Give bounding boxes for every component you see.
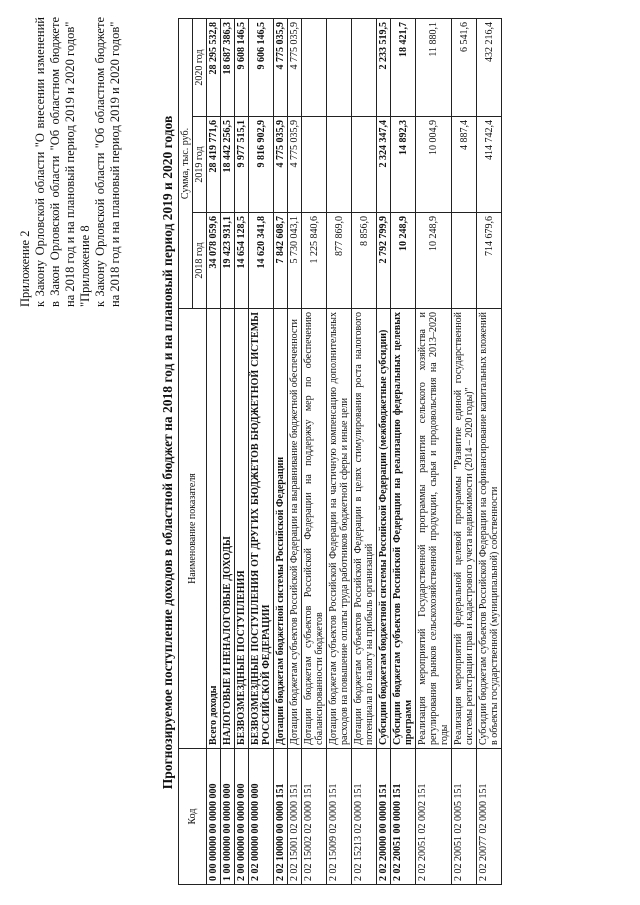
row-name: Субсидии бюджетам субъектов Российской Федерации на софинансирование капитальных вложений в объекты государственной (муниципальной) собственности — [477, 309, 502, 749]
row-code: 2 02 00000 00 0000 000 — [249, 749, 274, 885]
row-value-2018: 14 654 128,5 — [235, 213, 249, 309]
header-code: Код — [179, 749, 207, 885]
row-code: 2 02 20051 02 0002 151 — [416, 749, 452, 885]
row-value-2020: 6 541,6 — [452, 18, 477, 116]
document-title: Прогнозируемое поступление доходов в областной бюджет на 2018 год и на плановый период 2019 и 2020 годов — [160, 115, 175, 790]
table-row — [249, 18, 274, 884]
row-name: Дотации бюджетам субъектов Российской Федерации на частичную компенсацию дополнительных расходов на повышение оплаты труда работников бюджетной сферы и иные цели — [327, 309, 352, 749]
row-value-2020 — [352, 18, 377, 116]
header-2018: 2018 год — [193, 213, 207, 309]
row-value-2020: 2 233 519,5 — [377, 18, 391, 116]
row-value-2019: 4 775 035,9 — [274, 117, 288, 213]
row-value-2020: 9 606 146,5 — [249, 18, 274, 116]
row-value-2018: 714 679,6 — [477, 213, 502, 309]
table-row — [274, 18, 288, 884]
row-value-2020: 11 880,1 — [416, 18, 452, 116]
row-value-2018: 14 620 341,8 — [249, 213, 274, 309]
row-value-2020: 28 295 532,8 — [207, 18, 221, 116]
row-code: 0 00 00000 00 0000 000 — [207, 749, 221, 885]
row-value-2018: 10 248,9 — [416, 213, 452, 309]
table-row — [235, 18, 249, 884]
header-sum: Сумма, тыс. руб. — [179, 18, 193, 308]
row-value-2018: 1 225 840,6 — [302, 213, 327, 309]
row-value-2018: 877 869,0 — [327, 213, 352, 309]
table-row — [452, 18, 477, 884]
row-code: 1 00 00000 00 0000 000 — [221, 749, 235, 885]
table-row — [391, 18, 416, 884]
row-code: 2 02 10000 00 0000 151 — [274, 749, 288, 885]
row-value-2020: 18 421,7 — [391, 18, 416, 116]
row-code: 2 00 00000 00 0000 000 — [235, 749, 249, 885]
row-name: Дотации бюджетам субъектов Российской Федерации в целях стимулирования роста налогового потенциала по налогу на прибыль организаций — [352, 309, 377, 749]
row-value-2020 — [327, 18, 352, 116]
row-name: БЕЗВОЗМЕЗДНЫЕ ПОСТУПЛЕНИЯ ОТ ДРУГИХ БЮДЖЕТОВ БЮДЖЕТНОЙ СИСТЕМЫ РОССИЙСКОЙ ФЕДЕРАЦИИ — [249, 309, 274, 749]
row-name: Всего доходы — [207, 309, 221, 749]
row-code: 2 02 15009 02 0000 151 — [327, 749, 352, 885]
row-value-2020: 432 216,4 — [477, 18, 502, 116]
row-value-2018: 19 423 931,1 — [221, 213, 235, 309]
row-value-2019: 10 004,9 — [416, 117, 452, 213]
row-name: Субсидии бюджетам субъектов Российской Федерации на реализацию федеральных целевых программ — [391, 309, 416, 749]
row-name: Дотации бюджетам субъектов Российской Федерации на поддержку мер по обеспечению сбалансированности бюджетов — [302, 309, 327, 749]
appendix-8-label: "Приложение 8 — [78, 225, 92, 307]
row-code: 2 02 20077 02 0000 151 — [477, 749, 502, 885]
row-value-2018: 10 248,9 — [391, 213, 416, 309]
row-value-2019: 4 775 035,9 — [288, 117, 302, 213]
row-name: Субсидии бюджетам бюджетной системы Российской Федерации (межбюджетные субсидии) — [377, 309, 391, 749]
row-value-2018 — [452, 213, 477, 309]
row-value-2019 — [302, 117, 327, 213]
table-row — [477, 18, 502, 884]
row-name: НАЛОГОВЫЕ И НЕНАЛОГОВЫЕ ДОХОДЫ — [221, 309, 235, 749]
row-value-2019: 9 977 515,1 — [235, 117, 249, 213]
row-name: БЕЗВОЗМЕЗДНЫЕ ПОСТУПЛЕНИЯ — [235, 309, 249, 749]
row-value-2019: 9 816 902,9 — [249, 117, 274, 213]
row-code: 2 02 15001 02 0000 151 — [288, 749, 302, 885]
row-value-2019: 14 892,3 — [391, 117, 416, 213]
table-row — [221, 18, 235, 884]
row-value-2020: 9 608 146,5 — [235, 18, 249, 116]
appendix-header — [18, 17, 123, 307]
row-value-2019 — [352, 117, 377, 213]
row-value-2018: 7 842 608,7 — [274, 213, 288, 309]
header-name: Наименование показателя — [179, 309, 207, 749]
row-value-2019: 18 442 256,5 — [221, 117, 235, 213]
table-row — [207, 18, 221, 884]
header-2020: 2020 год — [193, 18, 207, 116]
row-code: 2 02 20051 00 0000 151 — [391, 749, 416, 885]
table-row — [302, 18, 327, 884]
row-value-2019: 414 742,4 — [477, 117, 502, 213]
row-value-2020: 4 775 035,9 — [274, 18, 288, 116]
row-name: Реализация мероприятий федеральной целевой программы "Развитие единой государственной системы регистрации прав и кадастрового учета недвижимости (2014 – 2020 годы)" — [452, 309, 477, 749]
row-value-2019 — [327, 117, 352, 213]
table-row — [327, 18, 352, 884]
row-value-2018: 2 792 799,9 — [377, 213, 391, 309]
row-code: 2 02 20051 02 0005 151 — [452, 749, 477, 885]
row-value-2019: 4 887,4 — [452, 117, 477, 213]
row-name: Дотации бюджетам субъектов Российской Федерации на выравнивание бюджетной обеспеченности — [288, 309, 302, 749]
row-value-2020: 4 775 035,9 — [288, 18, 302, 116]
appendix-2-label: Приложение 2 — [18, 230, 32, 307]
header-2019: 2019 год — [193, 117, 207, 213]
row-name: Реализация мероприятий Государственной программы развития сельского хозяйства и регулирования рынков сельскохозяйственной продукции, сырья и продовольствия на 2013–2020 годы — [416, 309, 452, 749]
row-value-2020: 18 687 386,3 — [221, 18, 235, 116]
table-row — [416, 18, 452, 884]
row-value-2018: 8 856,0 — [352, 213, 377, 309]
row-value-2019: 28 419 771,6 — [207, 117, 221, 213]
row-value-2020 — [302, 18, 327, 116]
row-code: 2 02 15213 02 0000 151 — [352, 749, 377, 885]
row-value-2018: 34 078 059,6 — [207, 213, 221, 309]
row-value-2019: 2 324 347,4 — [377, 117, 391, 213]
table-row — [377, 18, 391, 884]
table-row — [352, 18, 377, 884]
row-name: Дотации бюджетам бюджетной системы Российской Федерации — [274, 309, 288, 749]
row-code: 2 02 15002 02 0000 151 — [302, 749, 327, 885]
law-reference: к Закону Орловской области "О внесении изменений в Закон Орловской области "Об областном бюджете на 2018 год и на плановый период 2019 и 2020 годов" — [33, 17, 77, 307]
row-value-2018: 5 730 043,1 — [288, 213, 302, 309]
law-reference-2: к Закону Орловской области "Об областном бюджете на 2018 год и на плановый период 2019 и 2020 годов" — [93, 17, 122, 307]
revenue-table — [178, 18, 502, 885]
table-row — [288, 18, 302, 884]
row-code: 2 02 20000 00 0000 151 — [377, 749, 391, 885]
